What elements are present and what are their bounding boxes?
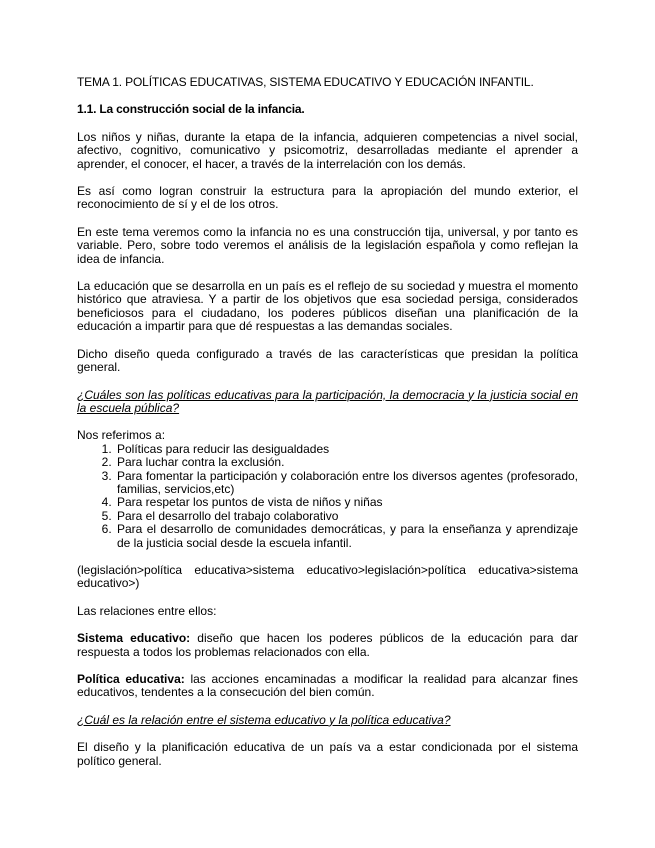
- policies-list: [77, 443, 578, 550]
- list-item: 6. Para el desarrollo de comunidades democráticas, y para la enseñanza y aprendizaje de la justicia social desde la escuela infantil.: [115, 523, 578, 550]
- document-page: [77, 76, 578, 782]
- closing-paragraph: El diseño y la planificación educativa de un país va a estar condicionada por el sistema político general.: [77, 740, 578, 768]
- list-item: 1. Políticas para reducir las desigualdades: [115, 443, 578, 456]
- relations-intro: Las relaciones entre ellos:: [77, 603, 217, 618]
- definition-term: Política educativa:: [77, 672, 185, 686]
- list-item: 3. Para fomentar la participación y colaboración entre los diversos agentes (profesorado, familias, servicios,etc): [115, 470, 578, 497]
- paragraph-apropiacion: Es así como logran construir la estructura para la apropiación del mundo exterior, el reconocimiento de sí y el de los otros.: [77, 184, 578, 212]
- list-item: 2. Para luchar contra la exclusión.: [115, 456, 578, 469]
- list-item: 4. Para respetar los puntos de vista de niños y niñas: [115, 496, 578, 509]
- definition-politica-educativa: [77, 673, 578, 700]
- document-title: TEMA 1. POLÍTICAS EDUCATIVAS, SISTEMA EDUCATIVO Y EDUCACIÓN INFANTIL.: [77, 75, 534, 89]
- list-intro: Nos referimos a:: [77, 428, 166, 443]
- paragraph-educacion-sociedad: La educación que se desarrolla en un país es el reflejo de su sociedad y muestra el momento histórico que atraviesa. Y a partir de los objetivos que esa sociedad persiga, considerados beneficiosos para el ciudadano, los poderes públicos diseñan una planificación de la educación a impartir para que dé respuestas a las demandas sociales.: [77, 279, 578, 334]
- paragraph-diseno: Dicho diseño queda configurado a través de las características que presidan la política general.: [77, 346, 578, 375]
- paragraph-infancia-variable: En este tema veremos como la infancia no es una construcción tija, universal, y por tanto es variable. Pero, sobre todo veremos el análisis de la legislación española y como reflejan la idea de infancia.: [77, 224, 578, 266]
- definition-text: las acciones encaminadas a modificar la realidad para alcanzar fines educativos, tendentes a la consecución del bien común.: [77, 672, 578, 700]
- section-heading: 1.1. La construcción social de la infancia.: [77, 102, 305, 117]
- definition-sistema-educativo: [77, 632, 578, 659]
- legislation-flow: (legislación>política educativa>sistema educativo>legislación>política educativa>sistema educativo>): [77, 562, 578, 591]
- paragraph-competencias: Los niños y niñas, durante la etapa de la infancia, adquieren competencias a nivel social, afectivo, cognitivo, comunicativo y psicomotriz, desarrolladas mediante el aprender a aprender, el conocer, el hacer, a través de la interrelación con los demás.: [77, 129, 578, 171]
- definition-text: diseño que hacen los poderes públicos de la educación para dar respuesta a todos los problemas relacionados con ella.: [77, 631, 578, 659]
- question-politicas-educativas: ¿Cuáles son las políticas educativas para la participación, la democracia y la justicia social en la escuela pública?: [77, 387, 578, 415]
- question-relacion: ¿Cuál es la relación entre el sistema educativo y la política educativa?: [77, 712, 451, 727]
- list-item: 5. Para el desarrollo del trabajo colaborativo: [115, 510, 578, 523]
- definition-term: Sistema educativo:: [77, 631, 191, 646]
